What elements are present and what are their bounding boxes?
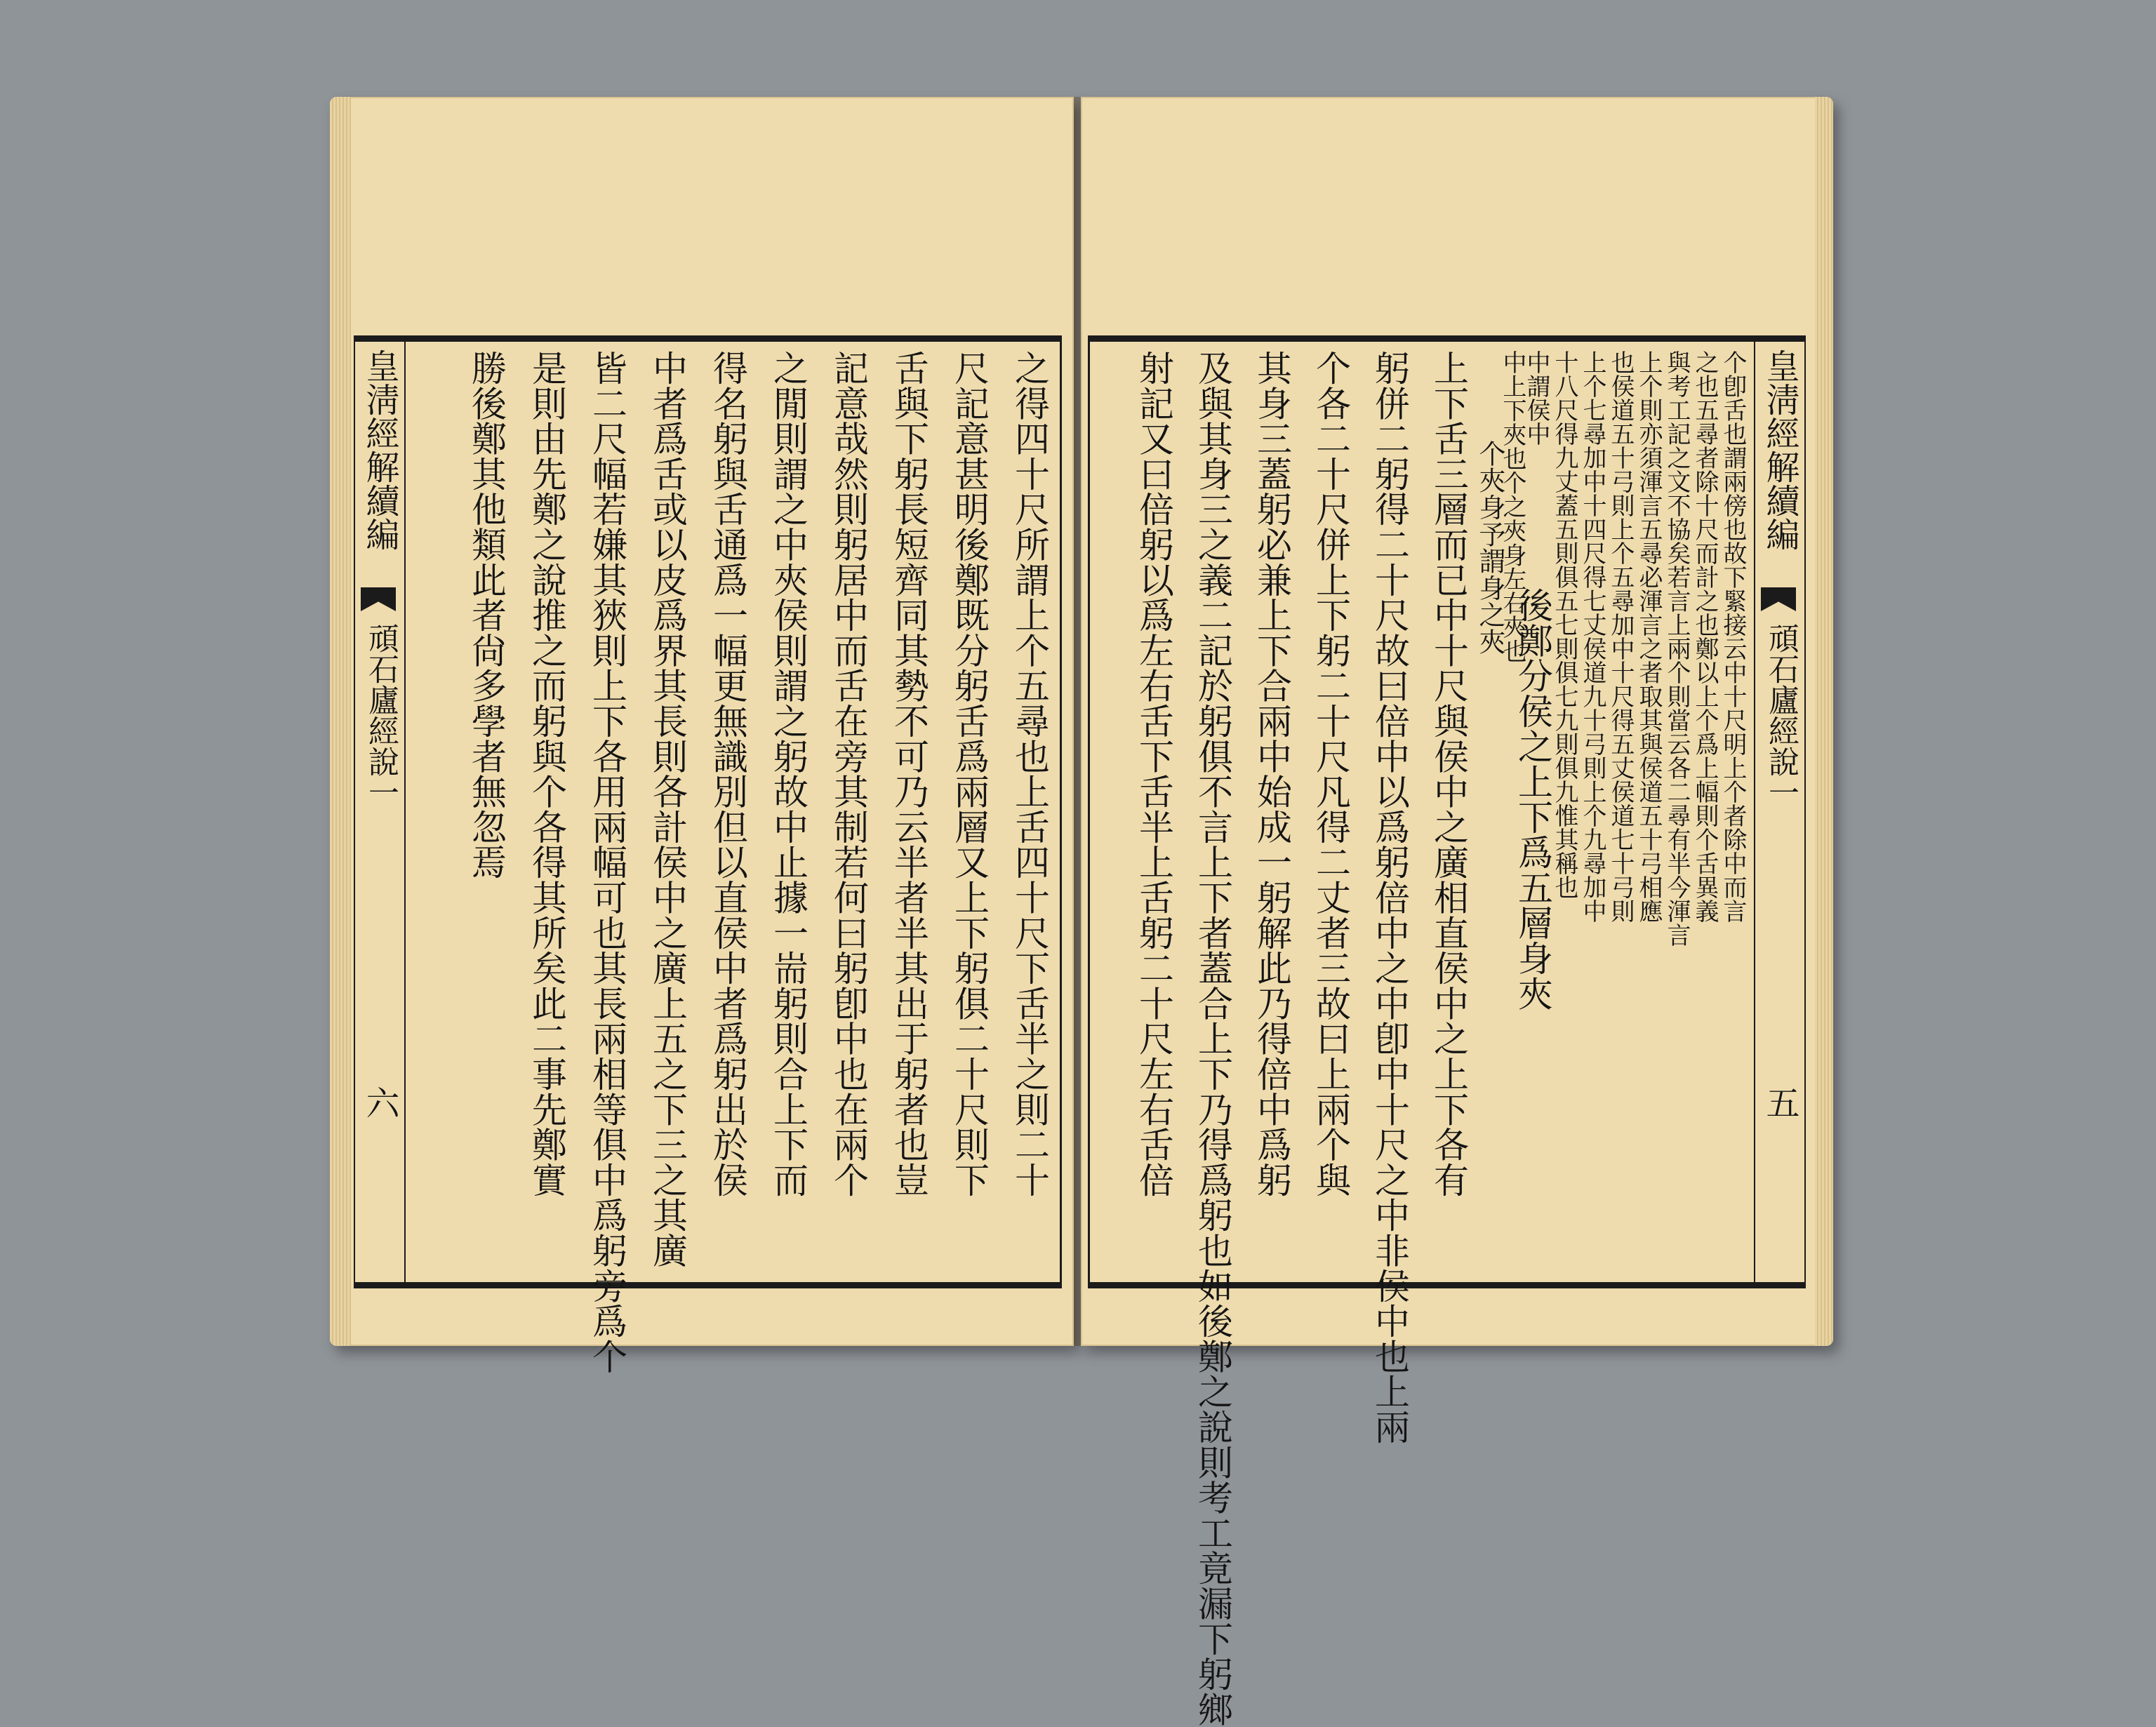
left-column-5: 之閒則謂之中夾侯則謂之躬故中止據一耑躬則合上下而: [768, 350, 808, 1198]
right-center-subtitle: 頑石廬經說一: [1763, 622, 1799, 808]
left-column-3: 舌與下躬長短齊同其勢不可乃云半者半其出于躬者也豈: [889, 350, 929, 1198]
right-center-title: 皇淸經解續編: [1760, 349, 1799, 551]
right-column-7: 十八尺得九丈蓋五則俱五七則俱七九則俱九惟其稱也: [1550, 350, 1578, 899]
left-text-frame: [354, 335, 1062, 1374]
open-book: [330, 84, 1832, 1727]
left-center-subtitle: 頑石廬經說一: [363, 622, 399, 808]
right-column-13: 躬併二躬得二十尺故曰倍中以爲躬倍中之中卽中十尺之中非侯中也上兩: [1369, 350, 1410, 1445]
right-column-9: 後鄭分侯之上下爲五層身夾: [1512, 587, 1553, 1011]
left-column-1: 之得四十尺所謂上个五尋也上舌四十尺下舌半之則二十: [1009, 350, 1050, 1198]
left-column-6: 得名躬與舌通爲一幅更無識別但以直侯中者爲躬出於侯: [707, 350, 748, 1198]
right-column-2: 之也五尋者除十尺而計之也鄭以上个爲上幅則个舌異義: [1691, 350, 1719, 923]
right-column-4: 上个則亦須渾言五尋必渾言之者取其與侯道五十弓相應: [1635, 350, 1663, 923]
right-column-8: 中謂侯中: [1522, 350, 1550, 446]
right-column-14: 个各二十尺併上下躬二十尺凡得二丈者三故曰上兩个與: [1310, 350, 1351, 1198]
right-leaf-number: 五: [1760, 1086, 1799, 1119]
right-page: [1081, 97, 1833, 1727]
left-center-title: 皇淸經解續編: [360, 349, 399, 551]
right-column-11: 个夾身予謂身之夾: [1475, 440, 1505, 655]
right-column-15: 其身三蓋躬必兼上下合兩中始成一躬解此乃得倍中爲躬: [1251, 350, 1292, 1198]
right-page-centerfold: [1754, 342, 1806, 1282]
right-column-12: 上下舌三層而已中十尺與侯中之廣相直侯中之上下各有: [1428, 350, 1469, 1198]
right-text-frame: [1088, 335, 1806, 1727]
left-page: [330, 97, 1074, 1374]
right-column-17: 射記又曰倍躬以爲左右舌下舌半上舌躬二十尺左右舌倍: [1133, 350, 1174, 1198]
left-leaf-number: 六: [360, 1086, 399, 1119]
right-column-10: 中上下夾也个之夾身左右夾也: [1498, 350, 1526, 663]
fish-tail-mark: [1761, 587, 1796, 611]
right-column-1: 个卽舌也謂兩傍也故下緊接云中十尺明上个者除中而言: [1719, 350, 1747, 923]
left-column-9: 是則由先鄭之說推之而躬與个各得其所矣此二事先鄭實: [526, 350, 567, 1198]
left-column-10: 勝後鄭其他類此者尙多學者無忽焉: [466, 350, 507, 880]
fish-tail-mark: [361, 587, 396, 611]
left-column-8: 皆二尺幅若嫌其狹則上下各用兩幅可也其長兩相等俱中爲躬旁爲个: [587, 350, 627, 1374]
left-column-4: 記意哉然則躬居中而舌在旁其制若何曰躬卽中也在兩个: [828, 350, 869, 1198]
left-column-2: 尺記意甚明後鄭既分躬舌爲兩層又上下躬俱二十尺則下: [949, 350, 990, 1198]
left-page-centerfold: [354, 342, 406, 1282]
right-column-5: 也侯道五十弓則上个五尋加中十尺得五丈侯道七十弓則: [1606, 350, 1635, 923]
right-column-16: 及與其身三之義二記於躬俱不言上下者蓋合上下乃得爲躬也如後鄭之說則考工竟漏下躬鄉: [1192, 350, 1233, 1727]
right-column-3: 與考工記之文不協矣若言上兩个則當云各二尋有半今渾言: [1663, 350, 1691, 947]
right-column-6: 上个七尋加中十四尺得七丈侯道九十弓則上个九尋加中: [1578, 350, 1606, 923]
left-column-7: 中者爲舌或以皮爲界其長則各計侯中之廣上五之下三之其廣: [647, 350, 688, 1268]
